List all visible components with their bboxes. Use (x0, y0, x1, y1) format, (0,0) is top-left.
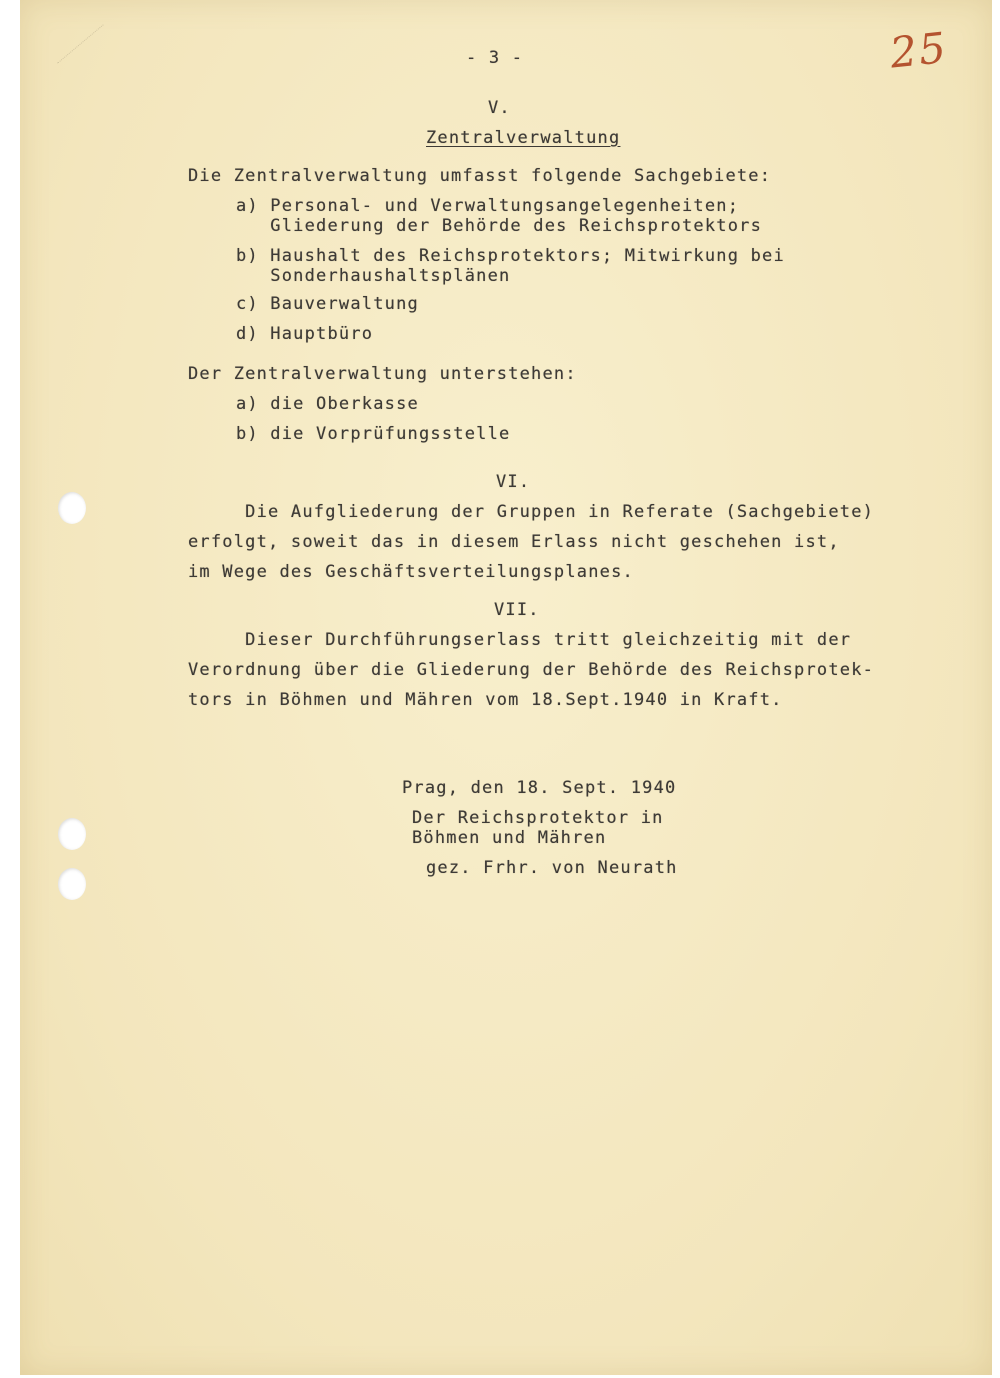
item-a-line2: Gliederung der Behörde des Reichsprotektors (236, 216, 763, 236)
subordinate-item-a: a) die Oberkasse (236, 394, 419, 414)
item-d: d) Hauptbüro (236, 324, 374, 344)
punch-hole-bottom (58, 868, 86, 900)
section-v-heading: Zentralverwaltung (426, 128, 621, 148)
section-vi-line2: erfolgt, soweit das in diesem Erlass nicht geschehen ist, (188, 532, 840, 552)
subordinate-item-b: b) die Vorprüfungsstelle (236, 424, 511, 444)
section-vi-line3: im Wege des Geschäftsverteilungsplanes. (188, 562, 634, 582)
section-v-intro: Die Zentralverwaltung umfasst folgende Sachgebiete: (188, 166, 772, 186)
punch-hole-top (58, 492, 86, 524)
item-b-line2: Sonderhaushaltsplänen (236, 266, 511, 286)
handwritten-folio-number: 25 (887, 22, 950, 78)
section-vii-numeral: VII. (494, 600, 540, 620)
section-vii-line1: Dieser Durchführungserlass tritt gleichzeitig mit der (188, 630, 852, 650)
section-vii-line2: Verordnung über die Gliederung der Behörde des Reichsprotek- (188, 660, 875, 680)
subordinate-intro: Der Zentralverwaltung unterstehen: (188, 364, 577, 384)
punch-hole-middle (58, 818, 86, 850)
item-a-line1: a) Personal- und Verwaltungsangelegenheiten; (236, 196, 740, 216)
signature-title-line2: Böhmen und Mähren (412, 828, 607, 848)
section-v-numeral: V. (488, 98, 511, 118)
signature-title-line1: Der Reichsprotektor in (412, 808, 664, 828)
page-number: - 3 - (466, 48, 524, 68)
signature-signed: gez. Frhr. von Neurath (426, 858, 678, 878)
place-date: Prag, den 18. Sept. 1940 (402, 778, 677, 798)
section-vii-line3: tors in Böhmen und Mähren vom 18.Sept.1940 in Kraft. (188, 690, 783, 710)
section-vi-line1: Die Aufgliederung der Gruppen in Referate (Sachgebiete) (188, 502, 875, 522)
item-b-line1: b) Haushalt des Reichsprotektors; Mitwirkung bei (236, 246, 785, 266)
section-vi-numeral: VI. (496, 472, 531, 492)
item-c: c) Bauverwaltung (236, 294, 419, 314)
document-page (20, 0, 992, 1375)
faint-pencil-mark (57, 24, 123, 86)
